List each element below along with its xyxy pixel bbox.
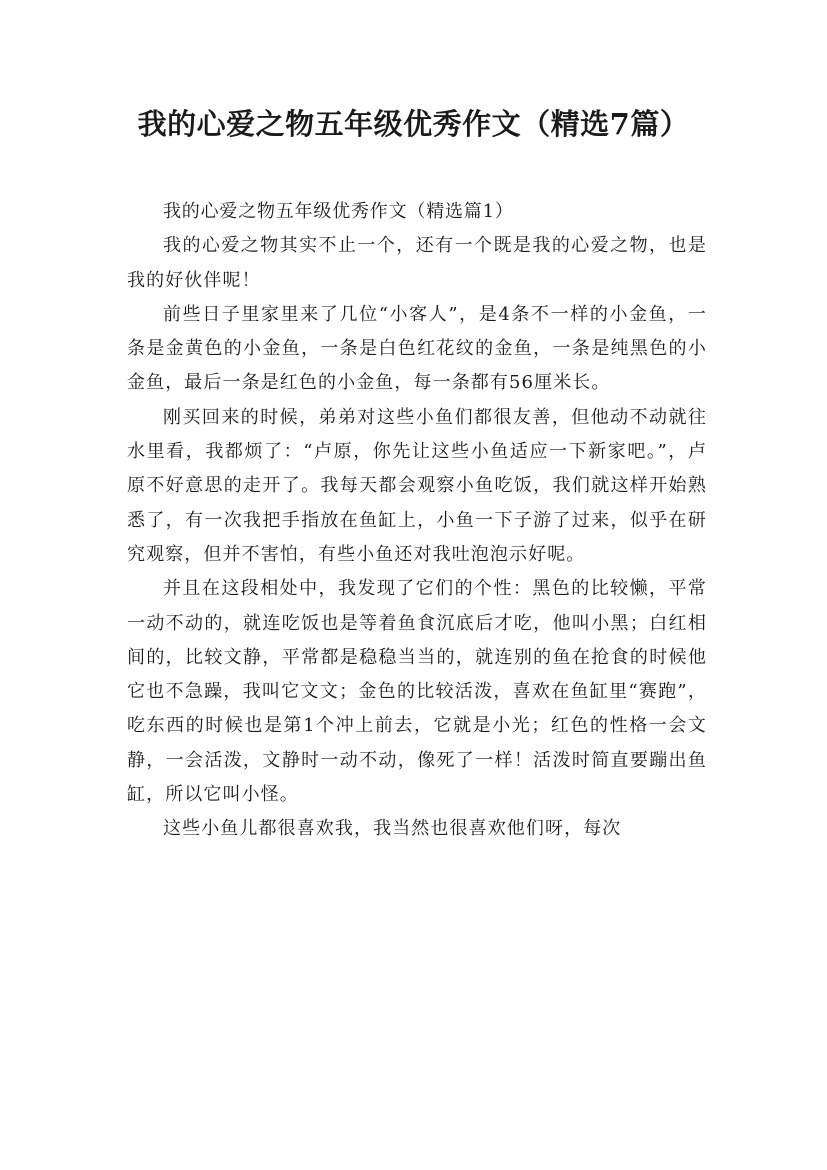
- paragraph-5: 这些小鱼儿都很喜欢我，我当然也很喜欢他们呀，每次: [163, 818, 622, 840]
- section-title: 我的心爱之物五年级优秀作文（精选篇1）: [163, 201, 514, 222]
- paragraph-1: 我的心爱之物其实不止一个，还有一个既是我的心爱之物，也是我的好伙伴呢！: [127, 235, 707, 291]
- paragraph-2: 前些日子里家里来了几位“小客人”，是4条不一样的小金鱼，一条是金黄色的小金鱼，一条是白色红花纹的金鱼，一条是纯黑色的小金鱼，最后一条是红色的小金鱼，每一条都有56厘米长。: [127, 303, 707, 394]
- document-body: [127, 195, 707, 847]
- paragraph-4: 并且在这段相处中，我发现了它们的个性：黑色的比较懒，平常一动不动的，就连吃饭也是等着鱼食沉底后才吃，他叫小黑；白红相间的，比较文静，平常都是稳稳当当的，就连别的鱼在抢食的时候他它也不急躁，我叫它文文；金色的比较活泼，喜欢在鱼缸里“赛跑”，吃东西的时候也是第1个冲上前去，它就是小光；红色的性格一会文静，一会活泼，文静时一动不动，像死了一样！活泼时简直要蹦出鱼缸，所以它叫小怪。: [127, 578, 707, 806]
- paragraph-3: 刚买回来的时候，弟弟对这些小鱼们都很友善，但他动不动就往水里看，我都烦了：“卢原，你先让这些小鱼适应一下新家吧。”，卢原不好意思的走开了。我每天都会观察小鱼吃饭，我们就这样开始熟悉了，有一次我把手指放在鱼缸上，小鱼一下子游了过来，似乎在研究观察，但并不害怕，有些小鱼还对我吐泡泡示好呢。: [127, 406, 707, 565]
- document-title: 我的心爱之物五年级优秀作文（精选7篇）: [137, 107, 690, 141]
